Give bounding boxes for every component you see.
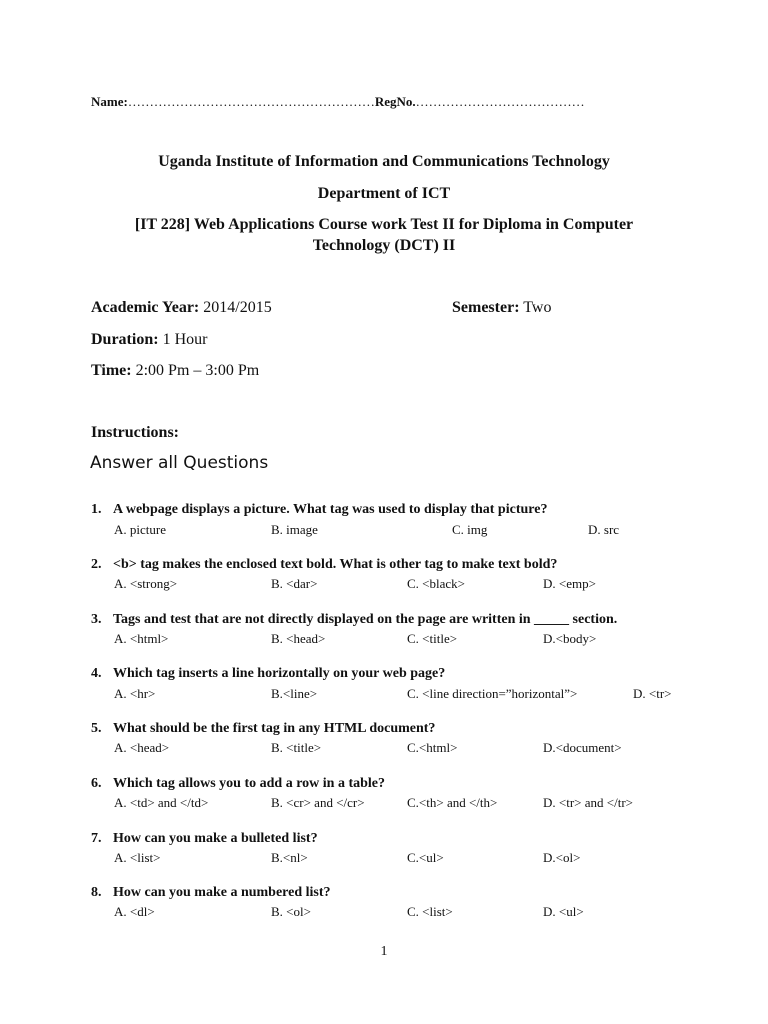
page-number: 1 (380, 944, 388, 959)
question-text: Which tag inserts a line horizontally on your web page? (113, 666, 446, 681)
question-8 (91, 885, 331, 901)
option-a: A. <list> (114, 850, 161, 865)
option-d: D.<ol> (543, 850, 581, 865)
academic-year-label: Academic Year: (91, 299, 200, 316)
option-a: A. <td> and </td> (114, 795, 209, 810)
option-d: D. <tr> and </tr> (543, 795, 633, 810)
question-4 (91, 666, 445, 682)
question-text: <b> tag makes the enclosed text bold. What is other tag to make text bold? (113, 557, 558, 572)
option-c: C.<html> (407, 740, 458, 755)
question-text: Which tag allows you to add a row in a table? (113, 776, 385, 791)
time-label: Time: (91, 362, 132, 379)
institute-title: Uganda Institute of Information and Communications Technology (158, 153, 610, 170)
academic-year-value: 2014/2015 (203, 299, 272, 316)
option-c: C. <line direction=”horizontal”> (407, 686, 578, 701)
option-c: C. <title> (407, 631, 458, 646)
regno-label: RegNo. (374, 94, 416, 109)
option-d: D. <emp> (543, 576, 596, 591)
question-text: A webpage displays a picture. What tag was used to display that picture? (113, 502, 548, 517)
option-d: D.<document> (543, 740, 622, 755)
option-c: C. <list> (407, 904, 453, 919)
option-c: C. img (452, 522, 488, 537)
question-number: 7. (91, 831, 102, 846)
option-c: C. <black> (407, 576, 465, 591)
question-7 (91, 831, 318, 847)
question-number: 2. (91, 557, 102, 572)
time-value: 2:00 Pm – 3:00 Pm (135, 362, 260, 379)
option-b: B.<line> (271, 686, 318, 701)
academic-year (91, 299, 272, 317)
option-c: C.<th> and </th> (407, 795, 498, 810)
instructions-text: Answer all Questions (90, 453, 269, 473)
duration (91, 331, 207, 349)
option-d: D. <tr> (633, 686, 672, 701)
option-a: A. picture (114, 522, 166, 537)
question-1 (91, 502, 547, 518)
question-text: How can you make a numbered list? (113, 885, 331, 900)
course-title-line2: Technology (DCT) II (312, 237, 456, 254)
duration-label: Duration: (91, 331, 159, 348)
question-number: 3. (91, 612, 102, 627)
option-a: A. <dl> (114, 904, 155, 919)
regno-blank[interactable]: ………………………………… (415, 94, 585, 109)
semester-value: Two (523, 299, 552, 316)
option-b: B. image (271, 522, 318, 537)
question-2 (91, 557, 557, 573)
option-a: A. <strong> (114, 576, 178, 591)
course-title-line1: [IT 228] Web Applications Course work Test II for Diploma in Computer (134, 216, 634, 233)
option-b: B. <title> (271, 740, 322, 755)
question-text: What should be the first tag in any HTML document? (113, 721, 436, 736)
option-a: A. <hr> (114, 686, 156, 701)
option-b: B. <cr> and </cr> (271, 795, 365, 810)
department-title: Department of ICT (317, 185, 451, 202)
question-text: Tags and test that are not directly displayed on the page are written in _____ section. (113, 612, 618, 627)
question-6 (91, 776, 385, 792)
duration-value: 1 Hour (162, 331, 208, 348)
question-5 (91, 721, 435, 737)
question-text: How can you make a bulleted list? (113, 831, 318, 846)
option-c: C.<ul> (407, 850, 444, 865)
name-regno-line (91, 94, 585, 110)
time (91, 362, 259, 380)
instructions-heading: Instructions: (91, 424, 180, 441)
question-number: 8. (91, 885, 102, 900)
name-label: Name: (91, 94, 128, 109)
question-number: 6. (91, 776, 102, 791)
option-d: D. src (588, 522, 620, 537)
question-number: 1. (91, 502, 102, 517)
question-number: 5. (91, 721, 102, 736)
option-b: B. <dar> (271, 576, 318, 591)
option-b: B. <head> (271, 631, 326, 646)
option-b: B.<nl> (271, 850, 308, 865)
question-3 (91, 612, 617, 628)
option-a: A. <html> (114, 631, 169, 646)
option-a: A. <head> (114, 740, 170, 755)
semester (452, 299, 551, 317)
option-b: B. <ol> (271, 904, 311, 919)
semester-label: Semester: (452, 299, 520, 316)
option-d: D. <ul> (543, 904, 584, 919)
question-number: 4. (91, 666, 102, 681)
option-d: D.<body> (543, 631, 597, 646)
name-blank[interactable]: ………………………………………………… (127, 94, 375, 109)
